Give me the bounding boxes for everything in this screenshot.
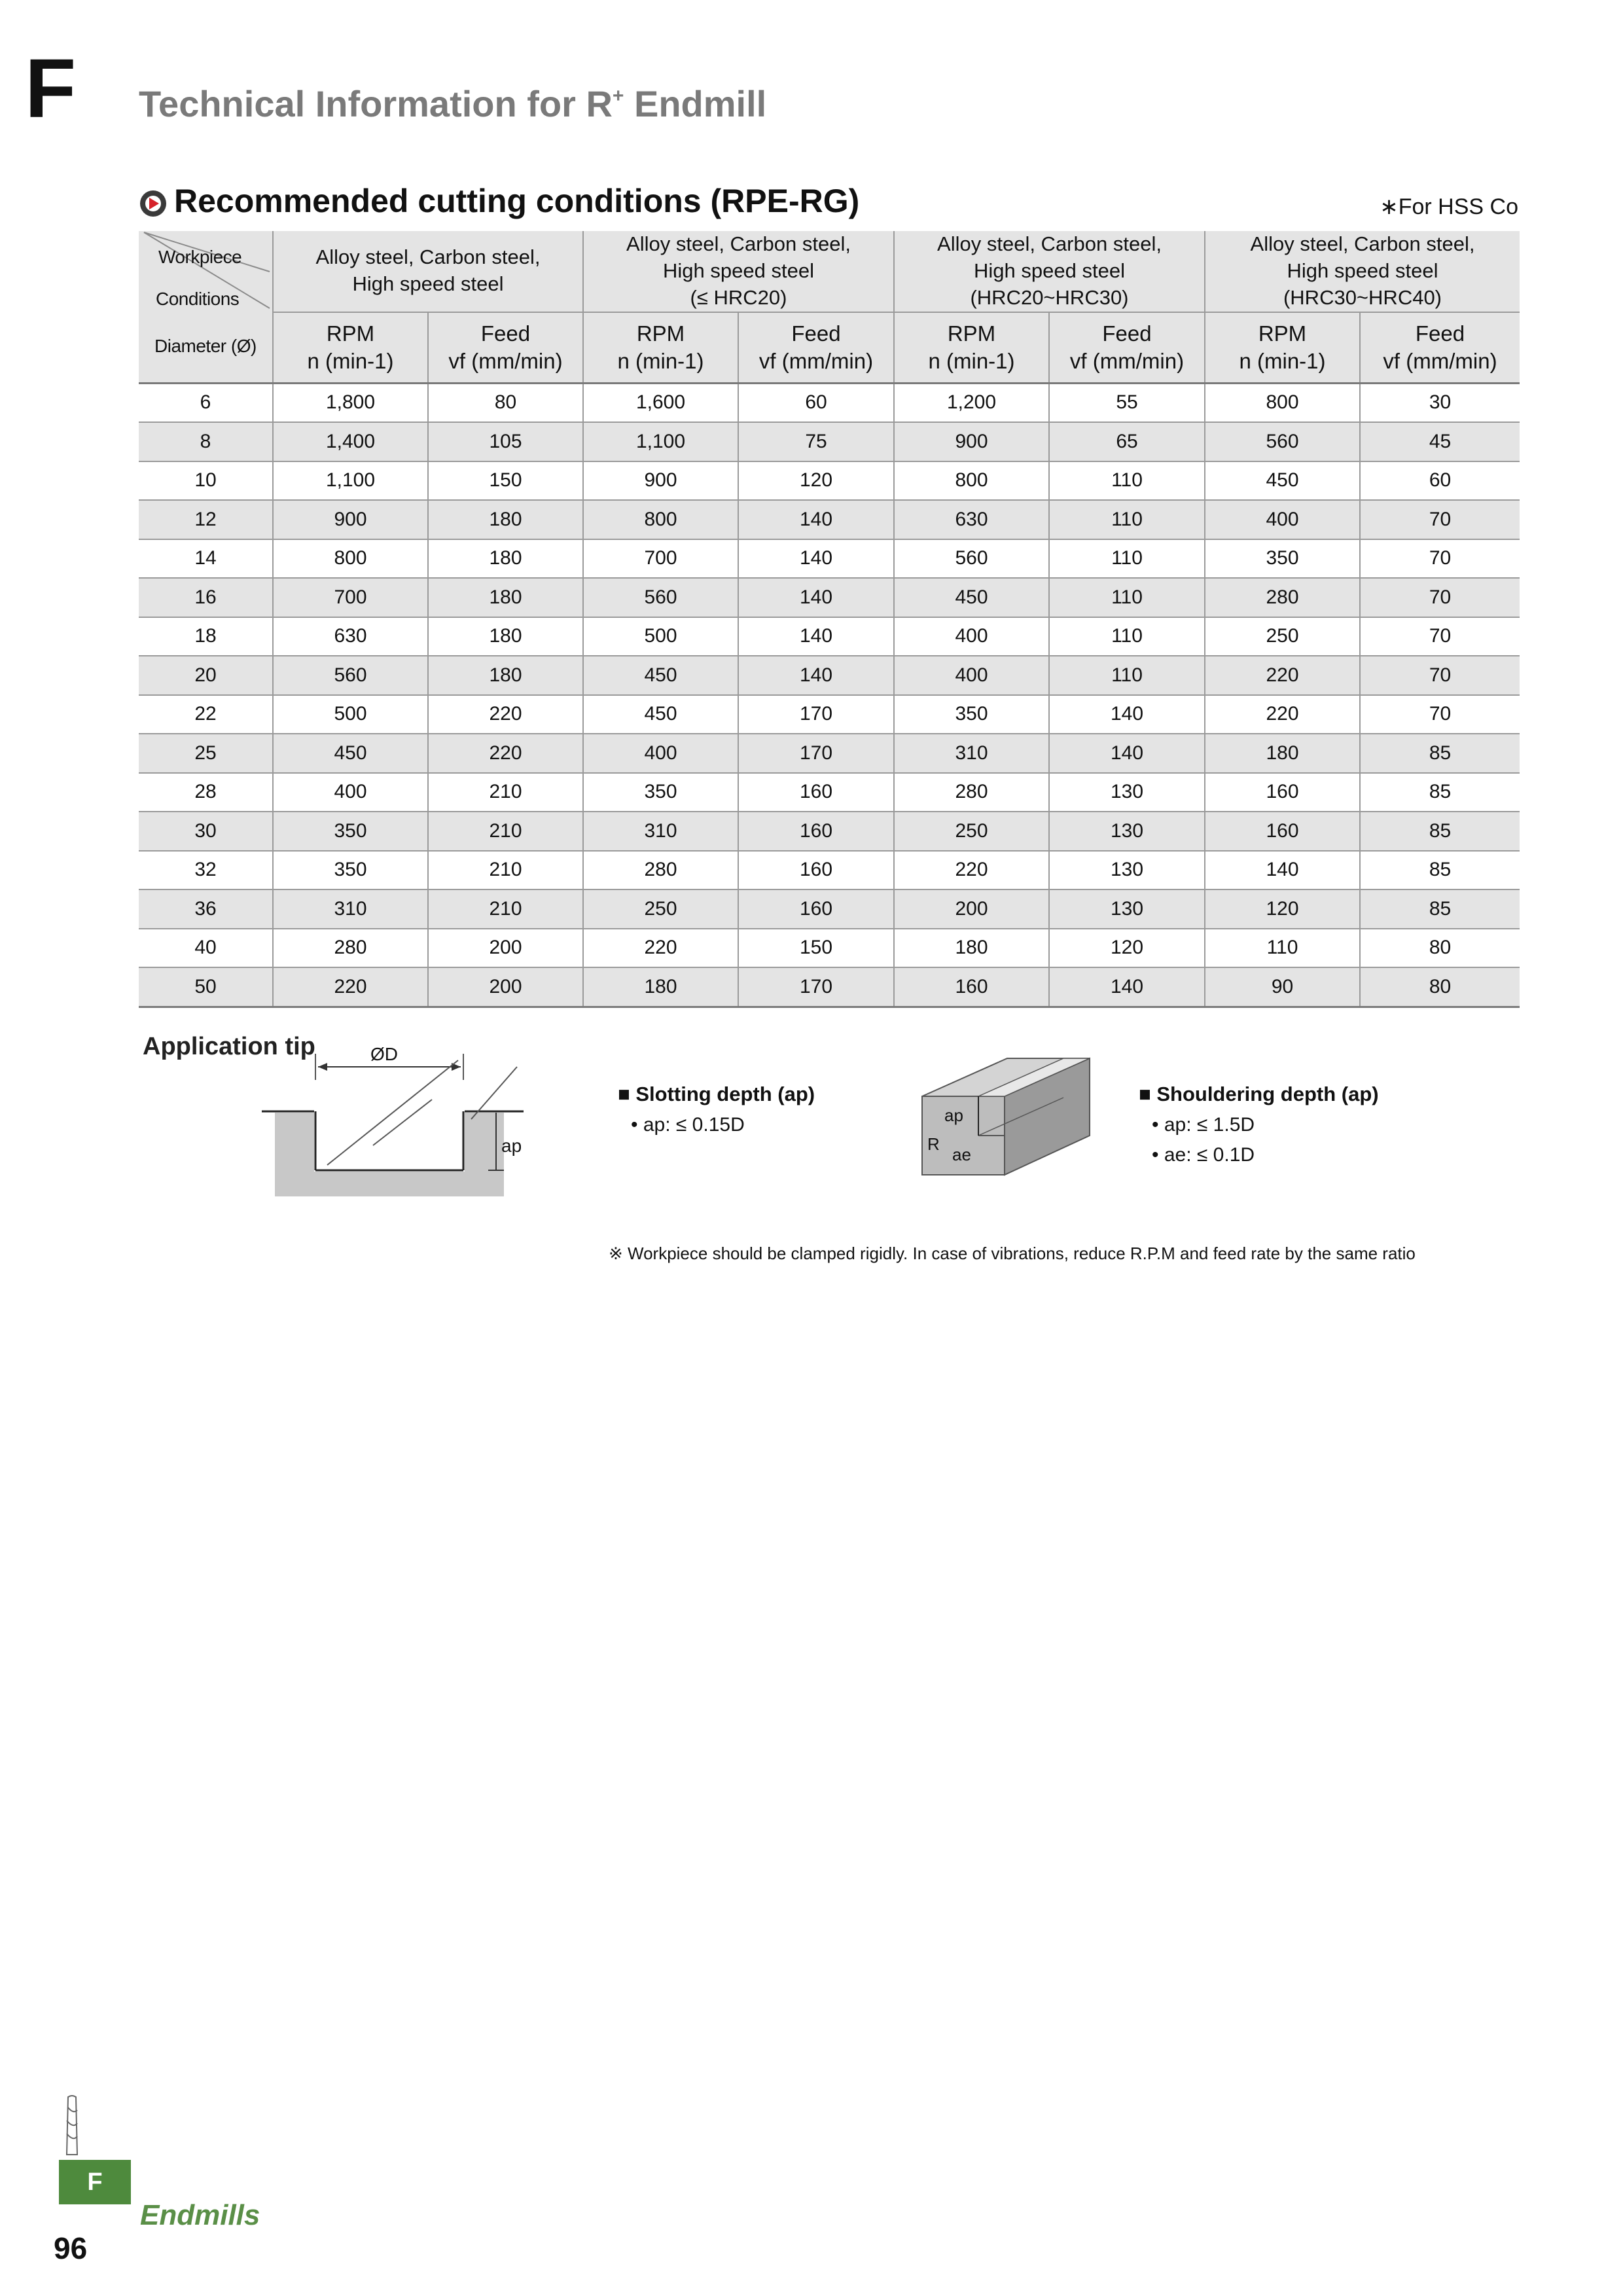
rpm-cell: 280 bbox=[273, 929, 428, 968]
rpm-cell: 220 bbox=[273, 967, 428, 1007]
rpm-cell: 560 bbox=[894, 539, 1049, 579]
group-3-line2: High speed steel bbox=[974, 259, 1125, 282]
shouldering-ae-value: • ae: ≤ 0.1D bbox=[1152, 1144, 1255, 1166]
table-row bbox=[139, 851, 1520, 890]
diameter-cell: 8 bbox=[139, 422, 273, 461]
clamping-footnote: ※ Workpiece should be clamped rigidly. In case of vibrations, reduce R.P.M and feed rate by the same ratio bbox=[609, 1244, 1416, 1263]
group-4-line2: High speed steel bbox=[1287, 259, 1438, 282]
sub-header-line2: n (min-1) bbox=[307, 348, 394, 373]
corner-diameter-label: Diameter (Ø) bbox=[154, 336, 257, 356]
table-row bbox=[139, 734, 1520, 773]
feed-cell: 170 bbox=[738, 967, 894, 1007]
application-tip-title: Application tip bbox=[143, 1033, 315, 1060]
feed-cell: 150 bbox=[738, 929, 894, 968]
sub-header-line1: Feed bbox=[1102, 321, 1152, 346]
diameter-cell: 18 bbox=[139, 617, 273, 656]
table-row bbox=[139, 967, 1520, 1007]
table-body bbox=[139, 383, 1520, 1007]
group-1-line2: High speed steel bbox=[352, 272, 504, 296]
rpm-cell: 220 bbox=[894, 851, 1049, 890]
rpm-cell: 400 bbox=[894, 617, 1049, 656]
feed-cell: 160 bbox=[738, 812, 894, 851]
diameter-cell: 32 bbox=[139, 851, 273, 890]
table-row bbox=[139, 656, 1520, 695]
feed-cell: 110 bbox=[1049, 656, 1205, 695]
shouldering-depth-title: ■ Shouldering depth (ap) bbox=[1139, 1083, 1379, 1105]
table-corner-header bbox=[139, 231, 273, 383]
rpm-cell: 800 bbox=[1205, 383, 1360, 422]
feed-cell: 220 bbox=[428, 695, 583, 734]
diameter-cell: 30 bbox=[139, 812, 273, 851]
slotting-diagram bbox=[255, 1041, 576, 1211]
diameter-cell: 20 bbox=[139, 656, 273, 695]
feed-cell: 80 bbox=[1360, 967, 1520, 1007]
rpm-cell: 400 bbox=[583, 734, 738, 773]
material-note: ∗For HSS Co bbox=[1380, 194, 1518, 219]
feed-cell: 65 bbox=[1049, 422, 1205, 461]
rpm-cell: 560 bbox=[1205, 422, 1360, 461]
feed-cell: 120 bbox=[1049, 929, 1205, 968]
rpm-cell: 800 bbox=[894, 461, 1049, 501]
footer-category: Endmills bbox=[140, 2199, 260, 2231]
feed-cell: 80 bbox=[1360, 929, 1520, 968]
rpm-cell: 250 bbox=[1205, 617, 1360, 656]
group-header-2 bbox=[583, 231, 894, 312]
rpm-cell: 220 bbox=[1205, 695, 1360, 734]
feed-cell: 105 bbox=[428, 422, 583, 461]
diameter-cell: 10 bbox=[139, 461, 273, 501]
table-row bbox=[139, 773, 1520, 812]
group-3-line3: (HRC20~HRC30) bbox=[970, 285, 1129, 309]
feed-cell: 180 bbox=[428, 500, 583, 539]
feed-cell: 140 bbox=[738, 539, 894, 579]
page-title-superscript: + bbox=[612, 85, 624, 107]
feed-cell: 200 bbox=[428, 929, 583, 968]
corner-workpiece-label: Workpiece bbox=[158, 247, 242, 267]
sub-header-line2: vf (mm/min) bbox=[758, 348, 874, 373]
group-2-line1: Alloy steel, Carbon steel, bbox=[626, 232, 851, 255]
shouldering-diagram bbox=[913, 1044, 1103, 1194]
section-arrow-icon bbox=[139, 189, 168, 218]
page-title-main: Technical Information for R bbox=[139, 83, 613, 124]
feed-cell: 160 bbox=[738, 851, 894, 890]
sub-header-feed bbox=[1360, 312, 1520, 384]
feed-cell: 210 bbox=[428, 851, 583, 890]
rpm-cell: 160 bbox=[1205, 812, 1360, 851]
rpm-cell: 900 bbox=[583, 461, 738, 501]
group-3-line1: Alloy steel, Carbon steel, bbox=[937, 232, 1162, 255]
rpm-cell: 800 bbox=[273, 539, 428, 579]
feed-cell: 70 bbox=[1360, 500, 1520, 539]
group-2-line3: (≤ HRC20) bbox=[690, 285, 787, 309]
feed-cell: 85 bbox=[1360, 851, 1520, 890]
feed-cell: 110 bbox=[1049, 461, 1205, 501]
rpm-cell: 500 bbox=[583, 617, 738, 656]
diameter-cell: 22 bbox=[139, 695, 273, 734]
sub-header-line2: n (min-1) bbox=[928, 348, 1015, 373]
sub-header-line2: vf (mm/min) bbox=[1069, 348, 1185, 373]
diameter-cell: 40 bbox=[139, 929, 273, 968]
rpm-cell: 1,600 bbox=[583, 383, 738, 422]
rpm-cell: 450 bbox=[583, 656, 738, 695]
sub-header-rpm bbox=[273, 312, 428, 384]
sub-header-line1: Feed bbox=[791, 321, 841, 346]
feed-cell: 210 bbox=[428, 889, 583, 929]
feed-cell: 60 bbox=[738, 383, 894, 422]
feed-cell: 70 bbox=[1360, 695, 1520, 734]
rpm-cell: 160 bbox=[894, 967, 1049, 1007]
sub-header-line2: n (min-1) bbox=[617, 348, 704, 373]
table-row bbox=[139, 461, 1520, 501]
diameter-cell: 6 bbox=[139, 383, 273, 422]
rpm-cell: 560 bbox=[583, 578, 738, 617]
rpm-cell: 200 bbox=[894, 889, 1049, 929]
rpm-cell: 310 bbox=[583, 812, 738, 851]
feed-cell: 130 bbox=[1049, 773, 1205, 812]
diameter-cell: 16 bbox=[139, 578, 273, 617]
table-row bbox=[139, 889, 1520, 929]
sub-header-feed bbox=[738, 312, 894, 384]
sub-header-line1: RPM bbox=[1258, 321, 1307, 346]
group-header-3 bbox=[894, 231, 1205, 312]
rpm-cell: 400 bbox=[894, 656, 1049, 695]
feed-cell: 110 bbox=[1049, 578, 1205, 617]
feed-cell: 170 bbox=[738, 734, 894, 773]
feed-cell: 220 bbox=[428, 734, 583, 773]
page-title bbox=[139, 82, 766, 125]
rpm-cell: 90 bbox=[1205, 967, 1360, 1007]
diameter-cell: 28 bbox=[139, 773, 273, 812]
corner-conditions-label: Conditions bbox=[156, 289, 240, 309]
rpm-cell: 700 bbox=[583, 539, 738, 579]
rpm-cell: 180 bbox=[1205, 734, 1360, 773]
feed-cell: 140 bbox=[1049, 695, 1205, 734]
page-number: 96 bbox=[54, 2231, 88, 2265]
sub-header-rpm bbox=[1205, 312, 1360, 384]
feed-cell: 160 bbox=[738, 773, 894, 812]
group-1-line1: Alloy steel, Carbon steel, bbox=[315, 245, 541, 269]
rpm-cell: 350 bbox=[273, 851, 428, 890]
feed-cell: 130 bbox=[1049, 812, 1205, 851]
shoulder-ap-label: ap bbox=[944, 1105, 963, 1125]
slotting-depth-value: • ap: ≤ 0.15D bbox=[631, 1114, 745, 1136]
feed-cell: 180 bbox=[428, 617, 583, 656]
table-row bbox=[139, 812, 1520, 851]
table-row bbox=[139, 695, 1520, 734]
rpm-cell: 350 bbox=[273, 812, 428, 851]
feed-cell: 120 bbox=[738, 461, 894, 501]
rpm-cell: 450 bbox=[1205, 461, 1360, 501]
rpm-cell: 350 bbox=[894, 695, 1049, 734]
feed-cell: 130 bbox=[1049, 851, 1205, 890]
rpm-cell: 1,400 bbox=[273, 422, 428, 461]
feed-cell: 130 bbox=[1049, 889, 1205, 929]
rpm-cell: 250 bbox=[894, 812, 1049, 851]
feed-cell: 45 bbox=[1360, 422, 1520, 461]
feed-cell: 140 bbox=[738, 656, 894, 695]
feed-cell: 150 bbox=[428, 461, 583, 501]
feed-cell: 80 bbox=[428, 383, 583, 422]
feed-cell: 60 bbox=[1360, 461, 1520, 501]
rpm-cell: 900 bbox=[273, 500, 428, 539]
table-row bbox=[139, 383, 1520, 422]
feed-cell: 200 bbox=[428, 967, 583, 1007]
rpm-cell: 700 bbox=[273, 578, 428, 617]
group-header-1 bbox=[273, 231, 583, 312]
rpm-cell: 350 bbox=[583, 773, 738, 812]
shouldering-ap-value: • ap: ≤ 1.5D bbox=[1152, 1114, 1255, 1136]
rpm-cell: 220 bbox=[583, 929, 738, 968]
rpm-cell: 900 bbox=[894, 422, 1049, 461]
rpm-cell: 1,100 bbox=[273, 461, 428, 501]
rpm-cell: 400 bbox=[1205, 500, 1360, 539]
rpm-cell: 560 bbox=[273, 656, 428, 695]
feed-cell: 140 bbox=[738, 578, 894, 617]
section-letter: F bbox=[25, 42, 77, 135]
feed-cell: 85 bbox=[1360, 734, 1520, 773]
diameter-cell: 25 bbox=[139, 734, 273, 773]
feed-cell: 140 bbox=[738, 617, 894, 656]
rpm-cell: 280 bbox=[1205, 578, 1360, 617]
sub-header-rpm bbox=[583, 312, 738, 384]
diameter-cell: 12 bbox=[139, 500, 273, 539]
table-row bbox=[139, 617, 1520, 656]
rpm-cell: 450 bbox=[894, 578, 1049, 617]
feed-cell: 140 bbox=[1049, 734, 1205, 773]
feed-cell: 180 bbox=[428, 539, 583, 579]
slotting-depth-title: ■ Slotting depth (ap) bbox=[618, 1083, 815, 1105]
sub-header-line1: RPM bbox=[636, 321, 685, 346]
shoulder-ae-label: ae bbox=[952, 1145, 971, 1164]
footer-section-tab: F bbox=[59, 2160, 131, 2204]
group-4-line3: (HRC30~HRC40) bbox=[1283, 285, 1442, 309]
feed-cell: 70 bbox=[1360, 656, 1520, 695]
rpm-cell: 1,100 bbox=[583, 422, 738, 461]
rpm-cell: 800 bbox=[583, 500, 738, 539]
rpm-cell: 280 bbox=[583, 851, 738, 890]
rpm-cell: 280 bbox=[894, 773, 1049, 812]
rpm-cell: 220 bbox=[1205, 656, 1360, 695]
feed-cell: 110 bbox=[1049, 500, 1205, 539]
table-row bbox=[139, 578, 1520, 617]
feed-cell: 85 bbox=[1360, 773, 1520, 812]
sub-header-feed bbox=[428, 312, 583, 384]
feed-cell: 170 bbox=[738, 695, 894, 734]
feed-cell: 110 bbox=[1049, 617, 1205, 656]
feed-cell: 85 bbox=[1360, 889, 1520, 929]
rpm-cell: 310 bbox=[894, 734, 1049, 773]
rpm-cell: 140 bbox=[1205, 851, 1360, 890]
feed-cell: 85 bbox=[1360, 812, 1520, 851]
group-4-line1: Alloy steel, Carbon steel, bbox=[1250, 232, 1475, 255]
endmill-icon bbox=[59, 2094, 85, 2157]
feed-cell: 210 bbox=[428, 773, 583, 812]
rpm-cell: 110 bbox=[1205, 929, 1360, 968]
table-row bbox=[139, 500, 1520, 539]
diameter-label: ØD bbox=[370, 1044, 398, 1064]
rpm-cell: 1,800 bbox=[273, 383, 428, 422]
page-title-tail: Endmill bbox=[624, 83, 767, 124]
sub-header-line2: n (min-1) bbox=[1239, 348, 1326, 373]
sub-header-line2: vf (mm/min) bbox=[448, 348, 563, 373]
diameter-cell: 14 bbox=[139, 539, 273, 579]
rpm-cell: 400 bbox=[273, 773, 428, 812]
feed-cell: 70 bbox=[1360, 578, 1520, 617]
diameter-cell: 50 bbox=[139, 967, 273, 1007]
table-row bbox=[139, 929, 1520, 968]
sub-header-line1: RPM bbox=[947, 321, 996, 346]
diameter-cell: 36 bbox=[139, 889, 273, 929]
rpm-cell: 1,200 bbox=[894, 383, 1049, 422]
sub-header-line1: Feed bbox=[1415, 321, 1465, 346]
group-header-4 bbox=[1205, 231, 1520, 312]
table-row bbox=[139, 539, 1520, 579]
feed-cell: 110 bbox=[1049, 539, 1205, 579]
feed-cell: 140 bbox=[738, 500, 894, 539]
table-row bbox=[139, 422, 1520, 461]
rpm-cell: 180 bbox=[894, 929, 1049, 968]
feed-cell: 160 bbox=[738, 889, 894, 929]
feed-cell: 180 bbox=[428, 656, 583, 695]
section-title: Recommended cutting conditions (RPE-RG) bbox=[174, 183, 860, 219]
rpm-cell: 120 bbox=[1205, 889, 1360, 929]
feed-cell: 210 bbox=[428, 812, 583, 851]
sub-header-line1: RPM bbox=[326, 321, 375, 346]
rpm-cell: 160 bbox=[1205, 773, 1360, 812]
slot-depth-label: ap bbox=[501, 1136, 522, 1156]
feed-cell: 70 bbox=[1360, 617, 1520, 656]
rpm-cell: 500 bbox=[273, 695, 428, 734]
feed-cell: 30 bbox=[1360, 383, 1520, 422]
feed-cell: 180 bbox=[428, 578, 583, 617]
rpm-cell: 630 bbox=[273, 617, 428, 656]
shoulder-r-label: R bbox=[927, 1134, 940, 1154]
sub-header-line2: vf (mm/min) bbox=[1383, 348, 1497, 373]
rpm-cell: 250 bbox=[583, 889, 738, 929]
sub-header-rpm bbox=[894, 312, 1049, 384]
sub-header-feed bbox=[1049, 312, 1205, 384]
rpm-cell: 180 bbox=[583, 967, 738, 1007]
rpm-cell: 310 bbox=[273, 889, 428, 929]
feed-cell: 140 bbox=[1049, 967, 1205, 1007]
feed-cell: 70 bbox=[1360, 539, 1520, 579]
feed-cell: 55 bbox=[1049, 383, 1205, 422]
rpm-cell: 630 bbox=[894, 500, 1049, 539]
rpm-cell: 450 bbox=[273, 734, 428, 773]
rpm-cell: 450 bbox=[583, 695, 738, 734]
rpm-cell: 350 bbox=[1205, 539, 1360, 579]
group-2-line2: High speed steel bbox=[663, 259, 814, 282]
cutting-conditions-table bbox=[139, 231, 1520, 1008]
sub-header-line1: Feed bbox=[480, 321, 531, 346]
feed-cell: 75 bbox=[738, 422, 894, 461]
